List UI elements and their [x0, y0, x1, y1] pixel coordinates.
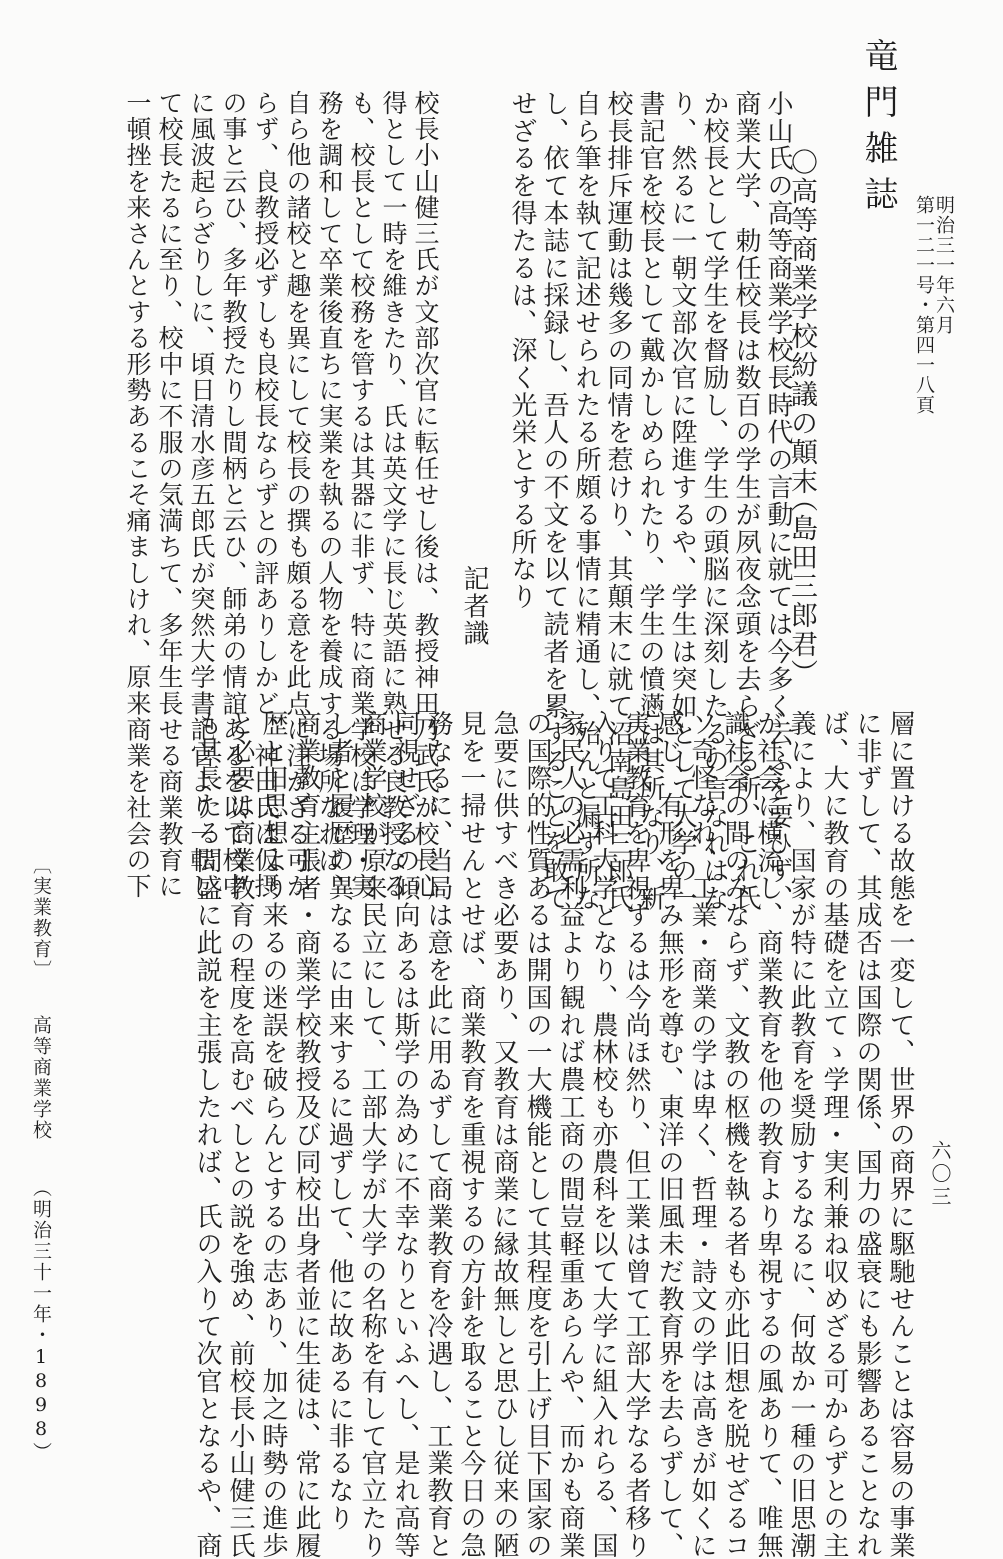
intro-line: 書記官を校長として戴かしめられたり、学生の憤懣は其所なり、新	[635, 90, 665, 912]
intro-line: 校長排斥運動は幾多の同情を惹けり、其顛末に就て沼南島田三郎氏	[603, 90, 633, 912]
body-line: 歴と旧思想より来るの迷誤を破らんとするの志あり、加之時勢の進歩	[258, 710, 288, 1559]
intro-line: り、然るに一朝文部次官に陞進するや、学生は突如として大学の一	[667, 90, 697, 912]
body-line: 見を一掃せんとせば、商業教育を重視するの方針を取ること今日の急	[456, 710, 486, 1559]
body-line: ば、大に教育の基礎を立てゝ学理・実利兼ね収めざる可からずとの主	[819, 710, 849, 1559]
body-line: 実業教育を卑視するは今尚ほ然り、但工業は曾て工部大学なる者移り	[621, 710, 651, 1559]
body-line: 商業学校が原来民立にして、工部大学が大学の名称を有して官立たり	[357, 710, 387, 1559]
page-number: 六〇三	[928, 1140, 952, 1209]
body-line: 同視せざるの傾向あるは斯学の為めに不幸なりといふへし、是れ高等	[390, 710, 420, 1559]
body-line: 自ら他の諸校と趣を異にして校長の撰も頗る意を此点に注がざる可か	[283, 90, 312, 900]
journal-title: 竜門雑誌	[858, 38, 898, 222]
body-line: の国際的性質あるは開国の一大機能として其程度を引上げ目下国家の	[522, 710, 552, 1559]
body-line: も、校長として校務を管するは其器に非ず、特に商業学校は学理・実	[347, 90, 376, 900]
footer-date-note: （明治三十一年・1898）	[30, 1178, 52, 1463]
footer-source-tag: 〔実業教育〕	[30, 855, 52, 981]
intro-line: 商業大学、勅任校長は数百の学生が夙夜念頭を去らざる所、これ氏	[731, 90, 761, 912]
intro-line: せざるを得たるは、深く光栄とする所なり	[507, 90, 537, 611]
body-line: に風波起らざりしに、頃日清水彦五郎氏が突然大学書記官より一転し	[187, 90, 216, 900]
intro-line: し、依て本誌に採録し、吾人の不文を以て読者を累することを敢て	[539, 90, 569, 912]
intro-line: 自ら筆を執て記述せられたる所頗る事情に精通し、殆んと漏す所な	[571, 90, 601, 912]
body-line: らず、良教授必ずしも良校長ならずとの評ありしかど、神田氏は仮摂	[251, 90, 280, 900]
body-line: と必要は商業教育の程度を高むべしとの説を強め、前校長小山健三氏	[225, 710, 255, 1559]
intro-line: 小山氏の高等商業学校長時代の言動に就ては今多く云ふを要ひず、	[763, 90, 793, 912]
body-line: ソ奇怪なれ、工業・商業の学は卑く、哲理・詩文の学は高きが如くに	[687, 710, 717, 1559]
body-line: に非ずして、其成否は国際の関係、国力の盛衰にも影響あることなれ	[852, 710, 882, 1559]
body-line: 義により、国家が特に此教育を奨励するなるに、何故か一種の旧思潮	[786, 710, 816, 1559]
body-line: 層に置ける故態を一変して、世界の商界に駆馳せんことは容易の事業	[885, 710, 915, 1559]
body-line: 入りて工科大学となり、農林校も亦農科を以て大学に組入れらる、国	[588, 710, 618, 1559]
body-line: 商業教育主張者・商業学校教授及び同校出身者並に生徒は、常に此履	[291, 710, 321, 1559]
footer-school-name: 高等商業学校	[30, 1015, 52, 1141]
body-line: 校長小山健三氏が文部次官に転任せし後は、教授神田乃武氏が校長心	[411, 90, 440, 900]
article-title: 〇高等商業学校紛議の顛末	[786, 148, 817, 496]
body-line: 務なるに、当局は意を此に用ゐずして商業教育を冷遇し、工業教育と	[423, 710, 453, 1559]
body-line: の事と云ひ、多年教授たりし間柄と云ひ、師弟の情誼あるを以て校中	[219, 90, 248, 900]
editor-note: 記者識	[459, 565, 489, 648]
body-line: し者と履歴の異なるに由来するに過ずして、他に故あるに非るなり	[324, 710, 354, 1532]
body-line: 得として一時を維きたり、氏は英文学に長じ英語に熟せる良教授なる	[379, 90, 408, 900]
body-line: 一頓挫を来さんとする形勢あるこそ痛ましけれ、原来商業を社会の下	[123, 90, 152, 900]
body-line: が社会に横流し、商業教育を他の教育より卑視するの風ありて、唯無	[753, 710, 783, 1559]
issue-line-1: 第一二一号・第四一八頁	[913, 195, 935, 415]
article-author: （島田三郎君）	[786, 485, 817, 688]
body-line: 急要に供すべき必要あり、又教育は商業に縁故無しと思ひし従来の陋	[489, 710, 519, 1559]
body-line: て校長たるに至り、校中に不服の気満ちて、多年生長せる商業教育に	[155, 90, 184, 900]
intro-line: か校長として学生を督励し、学生の頭脳に深刻したるの言なれはな	[699, 90, 729, 912]
issue-line-2: 明治三一年六月	[933, 195, 955, 335]
body-line: 感じ、有形を卑み無形を尊む、東洋の旧風未だ教育界を去らずして、	[654, 710, 684, 1559]
body-line: 務を調和して卒業後直ちに実業を執るの人物を養成する場所なれば、	[315, 90, 344, 900]
body-line: 家民人の必需利益より観れば農工商の間豈軽重あらんや、而かも商業	[555, 710, 585, 1559]
body-line: 識社会の間のみならず、文教の枢機を執る者も亦此旧想を脱せざるコ	[720, 710, 750, 1559]
body-line: も其長たる間盛に此説を主張したれば、氏の入りて次官となるや、商	[192, 710, 222, 1559]
